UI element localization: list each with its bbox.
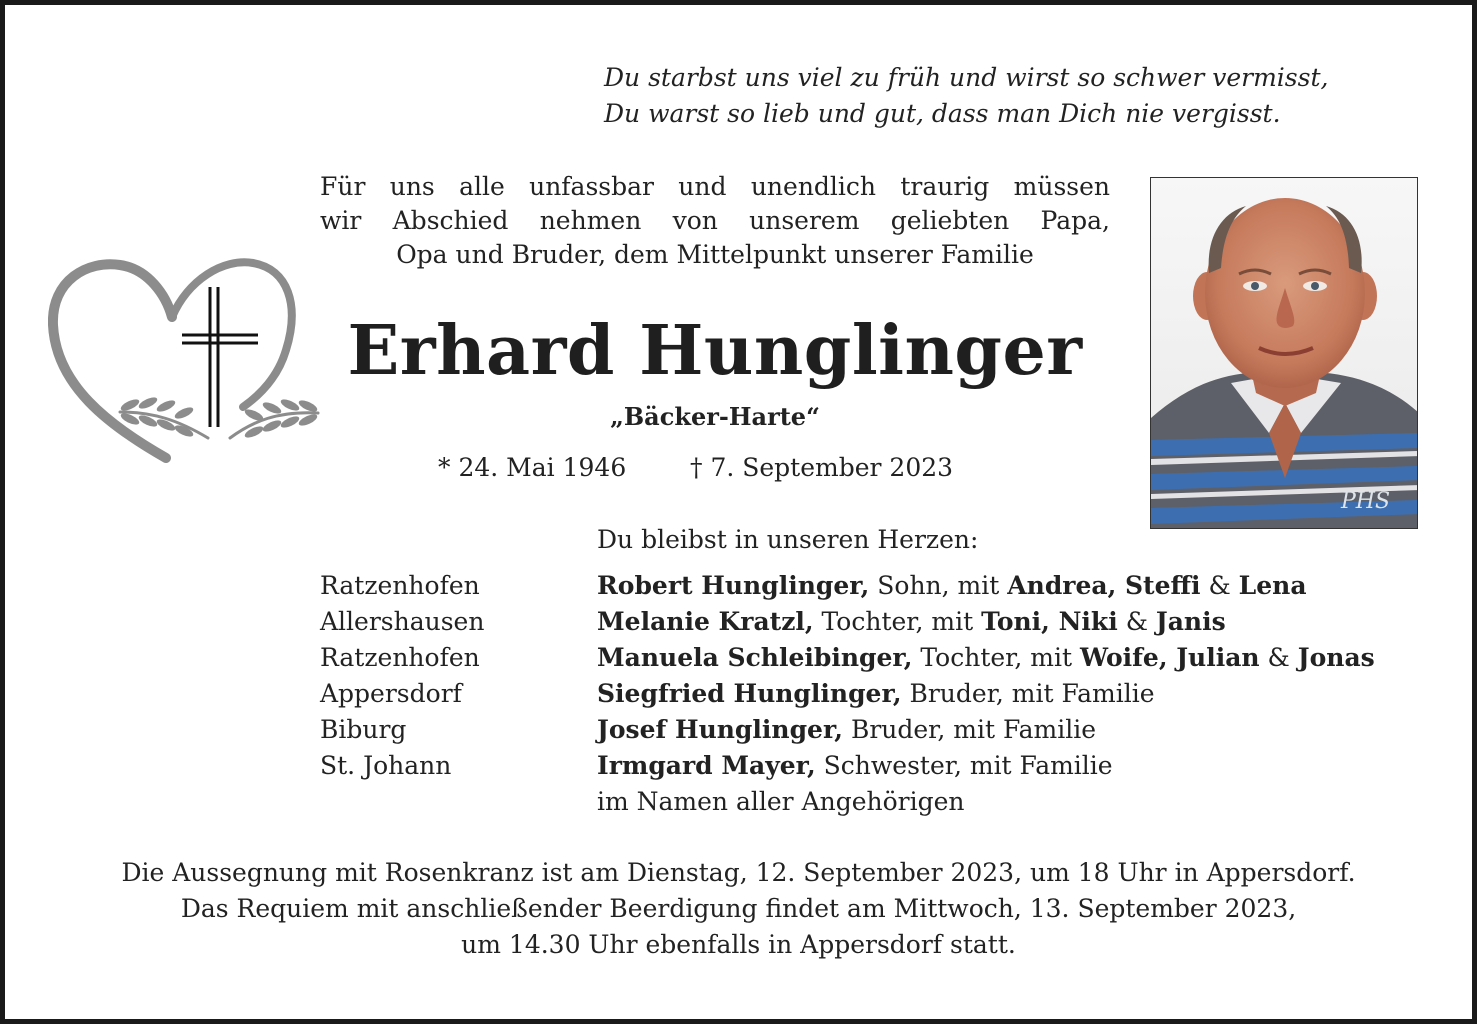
photo-signature: PHS bbox=[1341, 489, 1391, 514]
mourner-relation: Schwester, mit Familie bbox=[815, 751, 1113, 780]
intro-line-3: Opa und Bruder, dem Mittelpunkt unserer Familie bbox=[396, 240, 1034, 269]
mourner-row bbox=[320, 604, 1450, 640]
mourner-row bbox=[320, 640, 1450, 676]
mourner-place: Biburg bbox=[320, 715, 407, 744]
funeral-details bbox=[20, 855, 1457, 963]
mourner-person bbox=[597, 748, 1113, 784]
mourner-row bbox=[320, 712, 1450, 748]
mourner-place: Ratzenhofen bbox=[320, 571, 480, 600]
mourner-name: Manuela Schleibinger, bbox=[597, 643, 913, 672]
intro-line-2: wir Abschied nehmen von unserem geliebten Papa, bbox=[320, 206, 1110, 235]
mourner-family: Toni, Niki bbox=[981, 607, 1118, 636]
mourner-person bbox=[597, 604, 1226, 640]
mourner-row bbox=[320, 568, 1450, 604]
funeral-line-1: Die Aussegnung mit Rosenkranz ist am Dienstag, 12. September 2023, um 18 Uhr in Appersdorf. bbox=[121, 858, 1356, 887]
mourner-family-last: Janis bbox=[1155, 607, 1226, 636]
mourner-place: St. Johann bbox=[320, 751, 452, 780]
birth-date: * 24. Mai 1946 bbox=[438, 453, 627, 482]
death-date: † 7. September 2023 bbox=[690, 453, 954, 482]
mourner-relation: Tochter, mit bbox=[813, 607, 982, 636]
mourner-place: Appersdorf bbox=[320, 679, 462, 708]
mourner-family: Woife, Julian bbox=[1079, 643, 1260, 672]
funeral-line-3: um 14.30 Uhr ebenfalls in Appersdorf statt. bbox=[461, 930, 1016, 959]
mourners-closing-row bbox=[320, 784, 1450, 820]
portrait-photo bbox=[1150, 177, 1418, 529]
mourner-family-last: Jonas bbox=[1297, 643, 1375, 672]
mourner-name: Robert Hunglinger, bbox=[597, 571, 870, 600]
mourner-relation: Sohn, mit bbox=[869, 571, 1008, 600]
heart-cross-icon bbox=[48, 255, 323, 465]
mourner-family-last: Lena bbox=[1238, 571, 1307, 600]
mourner-row bbox=[320, 748, 1450, 784]
memorial-poem bbox=[604, 60, 1464, 132]
mourners-list bbox=[320, 568, 1450, 820]
mourner-name: Irmgard Mayer, bbox=[597, 751, 816, 780]
mourner-family: Andrea, Steffi bbox=[1007, 571, 1201, 600]
mourner-person bbox=[597, 568, 1307, 604]
mourner-name: Josef Hunglinger, bbox=[597, 715, 844, 744]
mourner-relation: Bruder, mit Familie bbox=[843, 715, 1097, 744]
mourner-place: Allershausen bbox=[320, 607, 485, 636]
poem-line-1: Du starbst uns viel zu früh und wirst so schwer vermisst, bbox=[604, 63, 1329, 92]
mourner-row bbox=[320, 676, 1450, 712]
mourner-person bbox=[597, 676, 1155, 712]
mourner-ampersand: & bbox=[1259, 643, 1298, 672]
mourner-ampersand: & bbox=[1200, 571, 1239, 600]
mourner-relation: Bruder, mit Familie bbox=[901, 679, 1155, 708]
mourners-closing: im Namen aller Angehörigen bbox=[597, 787, 965, 816]
funeral-line-2: Das Requiem mit anschließender Beerdigung findet am Mittwoch, 13. September 2023, bbox=[180, 894, 1297, 923]
mourner-relation: Tochter, mit bbox=[912, 643, 1080, 672]
mourner-person bbox=[597, 712, 1096, 748]
mourners-heading: Du bleibst in unseren Herzen: bbox=[597, 525, 979, 554]
mourner-name: Melanie Kratzl, bbox=[597, 607, 814, 636]
intro-text bbox=[320, 170, 1110, 272]
mourner-ampersand: & bbox=[1117, 607, 1156, 636]
deceased-nickname: „Bäcker-Harte“ bbox=[610, 402, 820, 431]
deceased-name: Erhard Hunglinger bbox=[347, 311, 1083, 391]
mourner-person bbox=[597, 640, 1375, 676]
intro-line-1: Für uns alle unfassbar und unendlich traurig müssen bbox=[320, 172, 1110, 201]
mourner-place: Ratzenhofen bbox=[320, 643, 480, 672]
poem-line-2: Du warst so lieb und gut, dass man Dich nie vergisst. bbox=[604, 99, 1281, 128]
mourner-name: Siegfried Hunglinger, bbox=[597, 679, 902, 708]
